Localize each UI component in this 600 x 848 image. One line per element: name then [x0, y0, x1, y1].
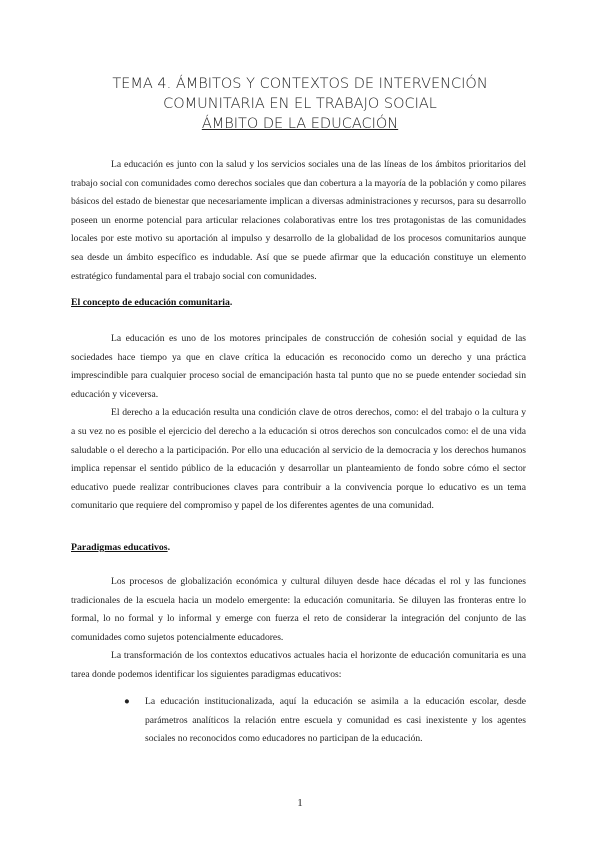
list-item — [124, 693, 526, 749]
section-heading-paradigmas-suffix: . — [167, 542, 171, 553]
document-title — [60, 74, 540, 134]
section2-paragraph-1: Los procesos de globalización económica y cultural diluyen desde hace décadas el rol y las funciones tradicionales de la escuela hacia un modelo emergente: la educación comunitaria. Se diluyen las fronteras entre lo formal, lo no formal y lo informal y emerge con fuerza el reto de considerar la integración del conjunto de las comunidades como sujetos potencialmente educadores. — [71, 576, 526, 643]
section1-paragraph-2: El derecho a la educación resulta una condición clave de otros derechos, como: el del trabajo o la cultura y a su vez no es posible el ejercicio del derecho a la educación si otros derechos son conculcados como: el de una vida saludable o el derecho a la participación. Por ello una educación al servicio de la democracia y los derechos humanos implica repensar el sentido público de la educación y desarrollar un planteamiento de fondo sobre cómo el sector educativo puede realizar contribuciones claves para contribuir a la convivencia porque lo educativo es un tema comunitario que requiere del compromiso y papel de los diferentes agentes de una comunidad. — [71, 407, 526, 512]
title-line-2: COMUNITARIA EN EL TRABAJO SOCIAL — [163, 96, 437, 112]
section-heading-paradigmas — [71, 542, 170, 553]
bullet-icon: ● — [124, 696, 130, 707]
section2-body — [71, 573, 526, 685]
page-number: 1 — [297, 797, 303, 809]
intro-paragraph-block — [71, 156, 526, 286]
section-heading-concepto — [71, 297, 232, 308]
section1-paragraph-1: La educación es uno de los motores principales de construcción de cohesión social y equidad de las sociedades hace tiempo ya que en clave crítica la educación es reconocido como un derecho y una práctica imprescindible para cualquier proceso social de emancipación hasta tal punto que no se puede entender sociedad sin educación y viceversa. — [71, 333, 526, 400]
section-heading-concepto-suffix: . — [229, 297, 233, 308]
section-heading-paradigmas-text: Paradigmas educativos — [71, 542, 168, 553]
intro-paragraph: La educación es junto con la salud y los servicios sociales una de las líneas de los ámbitos prioritarios del trabajo social con comunidades como derechos sociales que dan cobertura a la mayoría de la población y como pilares básicos del estado de bienestar que necesariamente implican a diversas administraciones y recursos, para su desarrollo poseen un enorme potencial para articular relaciones colaborativas entre los tres protagonistas de las comunidades locales por este motivo su aportación al impulso y desarrollo de la globalidad de los procesos comunitarios aunque sea desde un ámbito específico es indudable. Así que se puede afirmar que la educación constituye un elemento estratégico fundamental para el trabajo social con comunidades. — [71, 159, 526, 282]
title-line-3: ÁMBITO DE LA EDUCACIÓN — [201, 116, 399, 132]
section-heading-concepto-text: El concepto de educación comunitaria — [71, 297, 230, 308]
paradigm-list — [124, 693, 526, 749]
title-line-1: TEMA 4. ÁMBITOS Y CONTEXTOS DE INTERVENCIÓN — [112, 76, 488, 92]
section1-body — [71, 330, 526, 516]
list-item-text: La educación institucionalizada, aquí la educación se asimila a la educación escolar, desde parámetros analíticos la relación entre escuela y comunidad es casi inexistente y los agentes sociales no reconocidos como educadores no participan de la educación. — [145, 696, 526, 745]
section2-paragraph-2: La transformación de los contextos educativos actuales hacia el horizonte de educación comunitaria es una tarea donde podemos identificar los siguientes paradigmas educativos: — [71, 650, 526, 680]
